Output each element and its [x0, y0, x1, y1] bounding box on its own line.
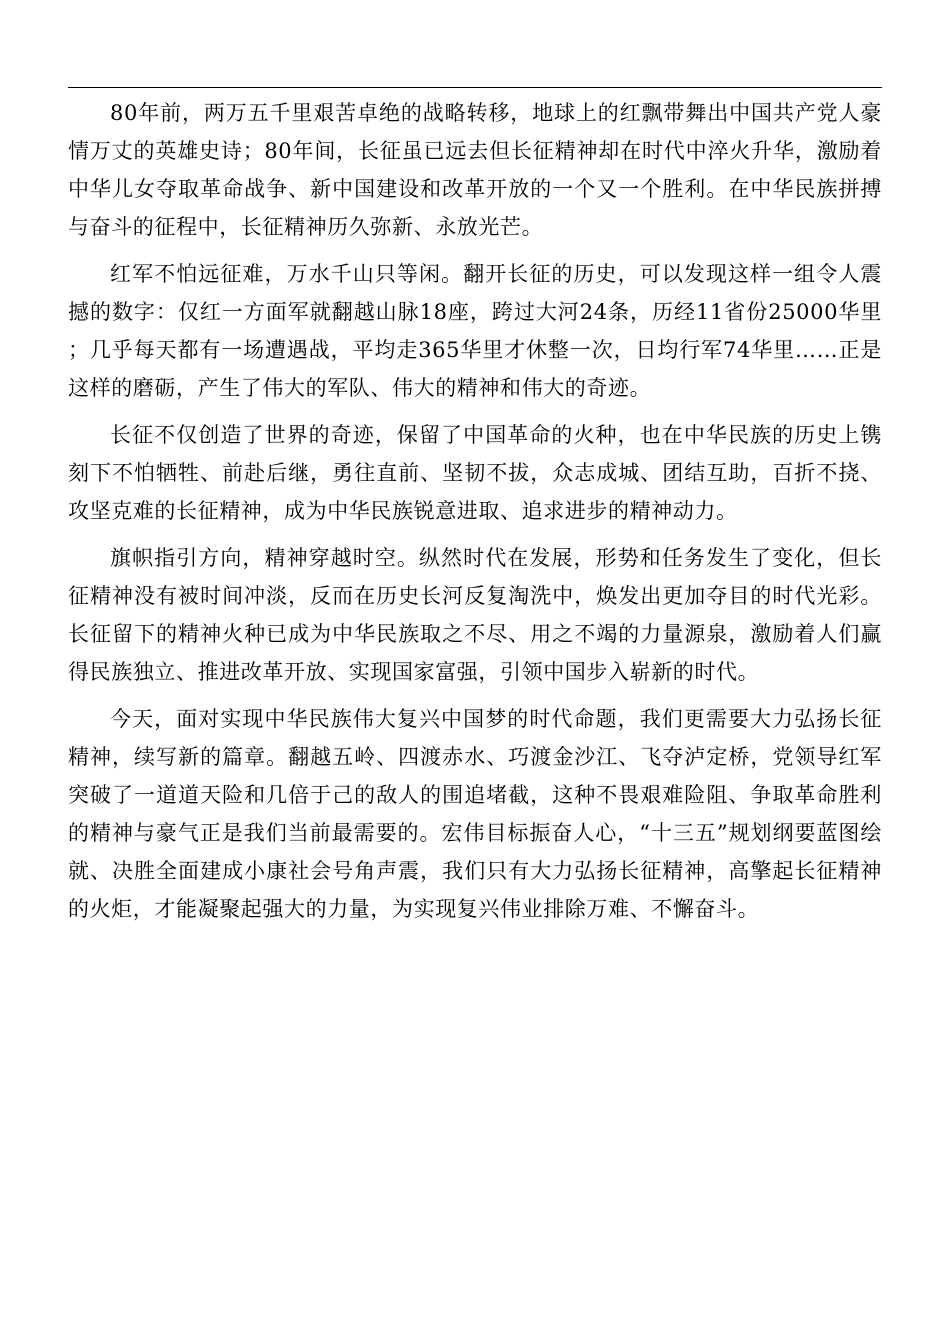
header-rule — [68, 87, 882, 88]
paragraph-2: 红军不怕远征难，万水千山只等闲。翻开长征的历史，可以发现这样一组令人震撼的数字：仅红一方面军就翻越山脉18座，跨过大河24条，历经11省份25000华里；几乎每天都有一场遭遇战，平均走365华里才休整一次，日均行军74华里……正是这样的磨砺，产生了伟大的军队、伟大的精神和伟大的奇迹。 — [68, 262, 882, 400]
paragraph-5: 今天，面对实现中华民族伟大复兴中国梦的时代命题，我们更需要大力弘扬长征精神，续写新的篇章。翻越五岭、四渡赤水、巧渡金沙江、飞夺泸定桥，党领导红军突破了一道道天险和几倍于己的敌人的围追堵截，这种不畏艰难险阻、争取革命胜利的精神与豪气正是我们当前最需要的。宏伟目标振奋人心，“十三五”规划纲要蓝图绘就、决胜全面建成小康社会号角声震，我们只有大力弘扬长征精神，高擎起长征精神的火炬，才能凝聚起强大的力量，为实现复兴伟业排除万难、不懈奋斗。 — [68, 707, 882, 921]
document-body — [68, 94, 882, 937]
paragraph-4: 旗帜指引方向，精神穿越时空。纵然时代在发展，形势和任务发生了变化，但长征精神没有被时间冲淡，反而在历史长河反复淘洗中，焕发出更加夺目的时代光彩。长征留下的精神火种已成为中华民族取之不尽、用之不竭的力量源泉，激励着人们赢得民族独立、推进改革开放、实现国家富强，引领中国步入崭新的时代。 — [68, 546, 882, 684]
paragraph-1: 80年前，两万五千里艰苦卓绝的战略转移，地球上的红飘带舞出中国共产党人豪情万丈的英雄史诗；80年间，长征虽已远去但长征精神却在时代中淬火升华，激励着中华儿女夺取革命战争、新中国建设和改革开放的一个又一个胜利。在中华民族拼搏与奋斗的征程中，长征精神历久弥新、永放光芒。 — [68, 101, 882, 239]
paragraph-3: 长征不仅创造了世界的奇迹，保留了中国革命的火种，也在中华民族的历史上镌刻下不怕牺牲、前赴后继，勇往直前、坚韧不拔，众志成城、团结互助，百折不挠、攻坚克难的长征精神，成为中华民族锐意进取、追求进步的精神动力。 — [68, 423, 882, 523]
